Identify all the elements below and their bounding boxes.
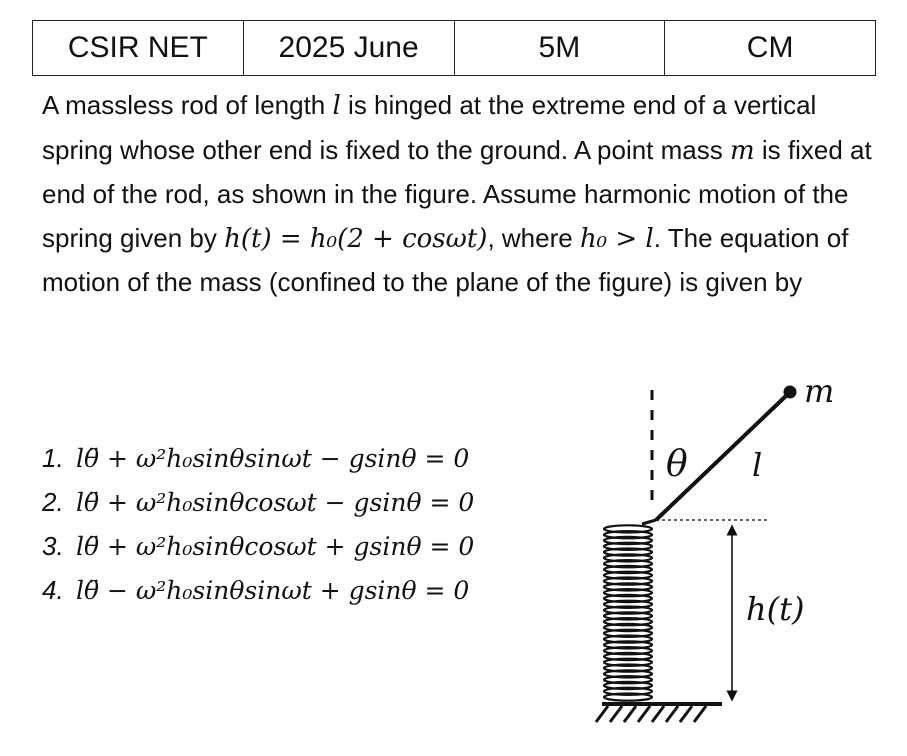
option-equation: lθ̈ + ω²h₀sinθsinωt − gsinθ = 0 [76,444,470,473]
spring-hinge-link [642,520,656,524]
option-equation: lθ̈ − ω²h₀sinθsinωt + gsinθ = 0 [76,576,470,605]
spring-pendulum-figure [590,370,890,750]
option-number: 4. [42,575,64,605]
exam-name-cell: CSIR NET [33,21,244,76]
option-2[interactable] [42,480,474,524]
option-number: 2. [42,487,64,517]
option-equation: lθ̈ + ω²h₀sinθcosωt − gsinθ = 0 [76,488,475,517]
question-part: is fixed at end of the rod, as shown in the figure. Assume harmonic motion of the spring given by [42,134,872,253]
marks-cell: 5M [454,21,665,76]
mass-label: m [804,372,835,410]
question-text [42,84,882,305]
var-l: l [332,91,341,121]
hatch-line [610,706,622,722]
height-condition: h₀ > l [579,223,654,254]
question-part: A massless rod of length [42,90,333,120]
hatch-line [694,706,706,722]
ground-hatching [596,706,706,722]
angle-label: θ [666,444,688,485]
question-part: . The equation of motion of the mass (confined to the plane of the figure) is given by [42,222,849,298]
options-list [42,436,474,612]
hatch-line [624,706,636,722]
exam-session-cell: 2025 June [243,21,454,76]
question-part: , where [487,222,580,253]
subject-cell: CM [665,21,876,76]
option-number: 1. [42,443,64,473]
header-row [33,21,876,76]
hatch-line [680,706,692,722]
hatch-line [652,706,664,722]
option-number: 3. [42,531,64,561]
rod-label: l [752,446,763,484]
spring-coil [604,694,652,701]
header-table [32,20,876,76]
spring-motion-equation: h(t) = h₀(2 + cosωt) [224,223,488,254]
option-4[interactable] [42,568,474,612]
hatch-line [596,706,608,722]
hatch-line [666,706,678,722]
option-1[interactable] [42,436,474,480]
point-mass [784,386,797,399]
hatch-line [638,706,650,722]
height-label: h(t) [746,590,805,628]
question-part: is hinged at the extreme end of a vertical spring whose other end is fixed to the ground. A point mass [42,90,817,165]
option-equation: lθ̈ + ω²h₀sinθcosωt + gsinθ = 0 [76,532,475,561]
var-m: m [729,135,755,166]
option-3[interactable] [42,524,474,568]
spring [604,520,656,701]
